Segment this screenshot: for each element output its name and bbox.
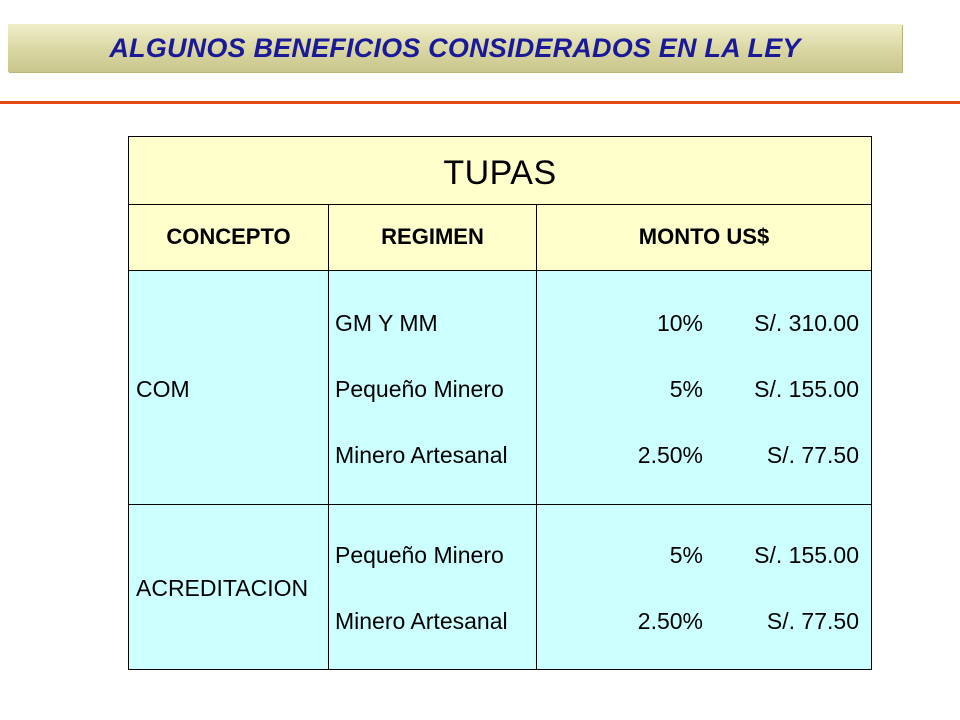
percent-cell: 5% bbox=[669, 376, 703, 402]
percent-cell: 5% bbox=[669, 542, 703, 568]
column-header-monto: MONTO US$ bbox=[638, 224, 770, 249]
percent-cell: 10% bbox=[656, 310, 703, 336]
amount-cell: S/. 310.00 bbox=[754, 310, 859, 336]
amount-cell: S/. 155.00 bbox=[754, 376, 859, 402]
regimen-cell: Pequeño Minero bbox=[335, 542, 504, 568]
percent-cell: 2.50% bbox=[637, 442, 703, 468]
amount-cell: S/. 77.50 bbox=[766, 608, 859, 634]
concepto-cell: COM bbox=[136, 376, 190, 402]
regimen-cell: Pequeño Minero bbox=[335, 376, 504, 402]
grid-line bbox=[536, 204, 537, 669]
page-title: ALGUNOS BENEFICIOS CONSIDERADOS EN LA LEY bbox=[109, 32, 801, 63]
amount-cell: S/. 155.00 bbox=[754, 542, 859, 568]
table-heading: TUPAS bbox=[443, 154, 557, 192]
divider-rule bbox=[0, 101, 960, 104]
regimen-cell: Minero Artesanal bbox=[335, 608, 508, 634]
tupas-table bbox=[128, 136, 872, 670]
grid-line bbox=[129, 270, 871, 271]
grid-line bbox=[328, 204, 329, 669]
title-banner bbox=[8, 24, 902, 72]
regimen-cell: GM Y MM bbox=[335, 310, 438, 336]
column-header-concepto: CONCEPTO bbox=[166, 224, 291, 249]
percent-cell: 2.50% bbox=[637, 608, 703, 634]
regimen-cell: Minero Artesanal bbox=[335, 442, 508, 468]
column-header-regimen: REGIMEN bbox=[381, 224, 484, 249]
amount-cell: S/. 77.50 bbox=[766, 442, 859, 468]
grid-line bbox=[129, 504, 871, 505]
concepto-cell: ACREDITACION bbox=[136, 575, 309, 601]
